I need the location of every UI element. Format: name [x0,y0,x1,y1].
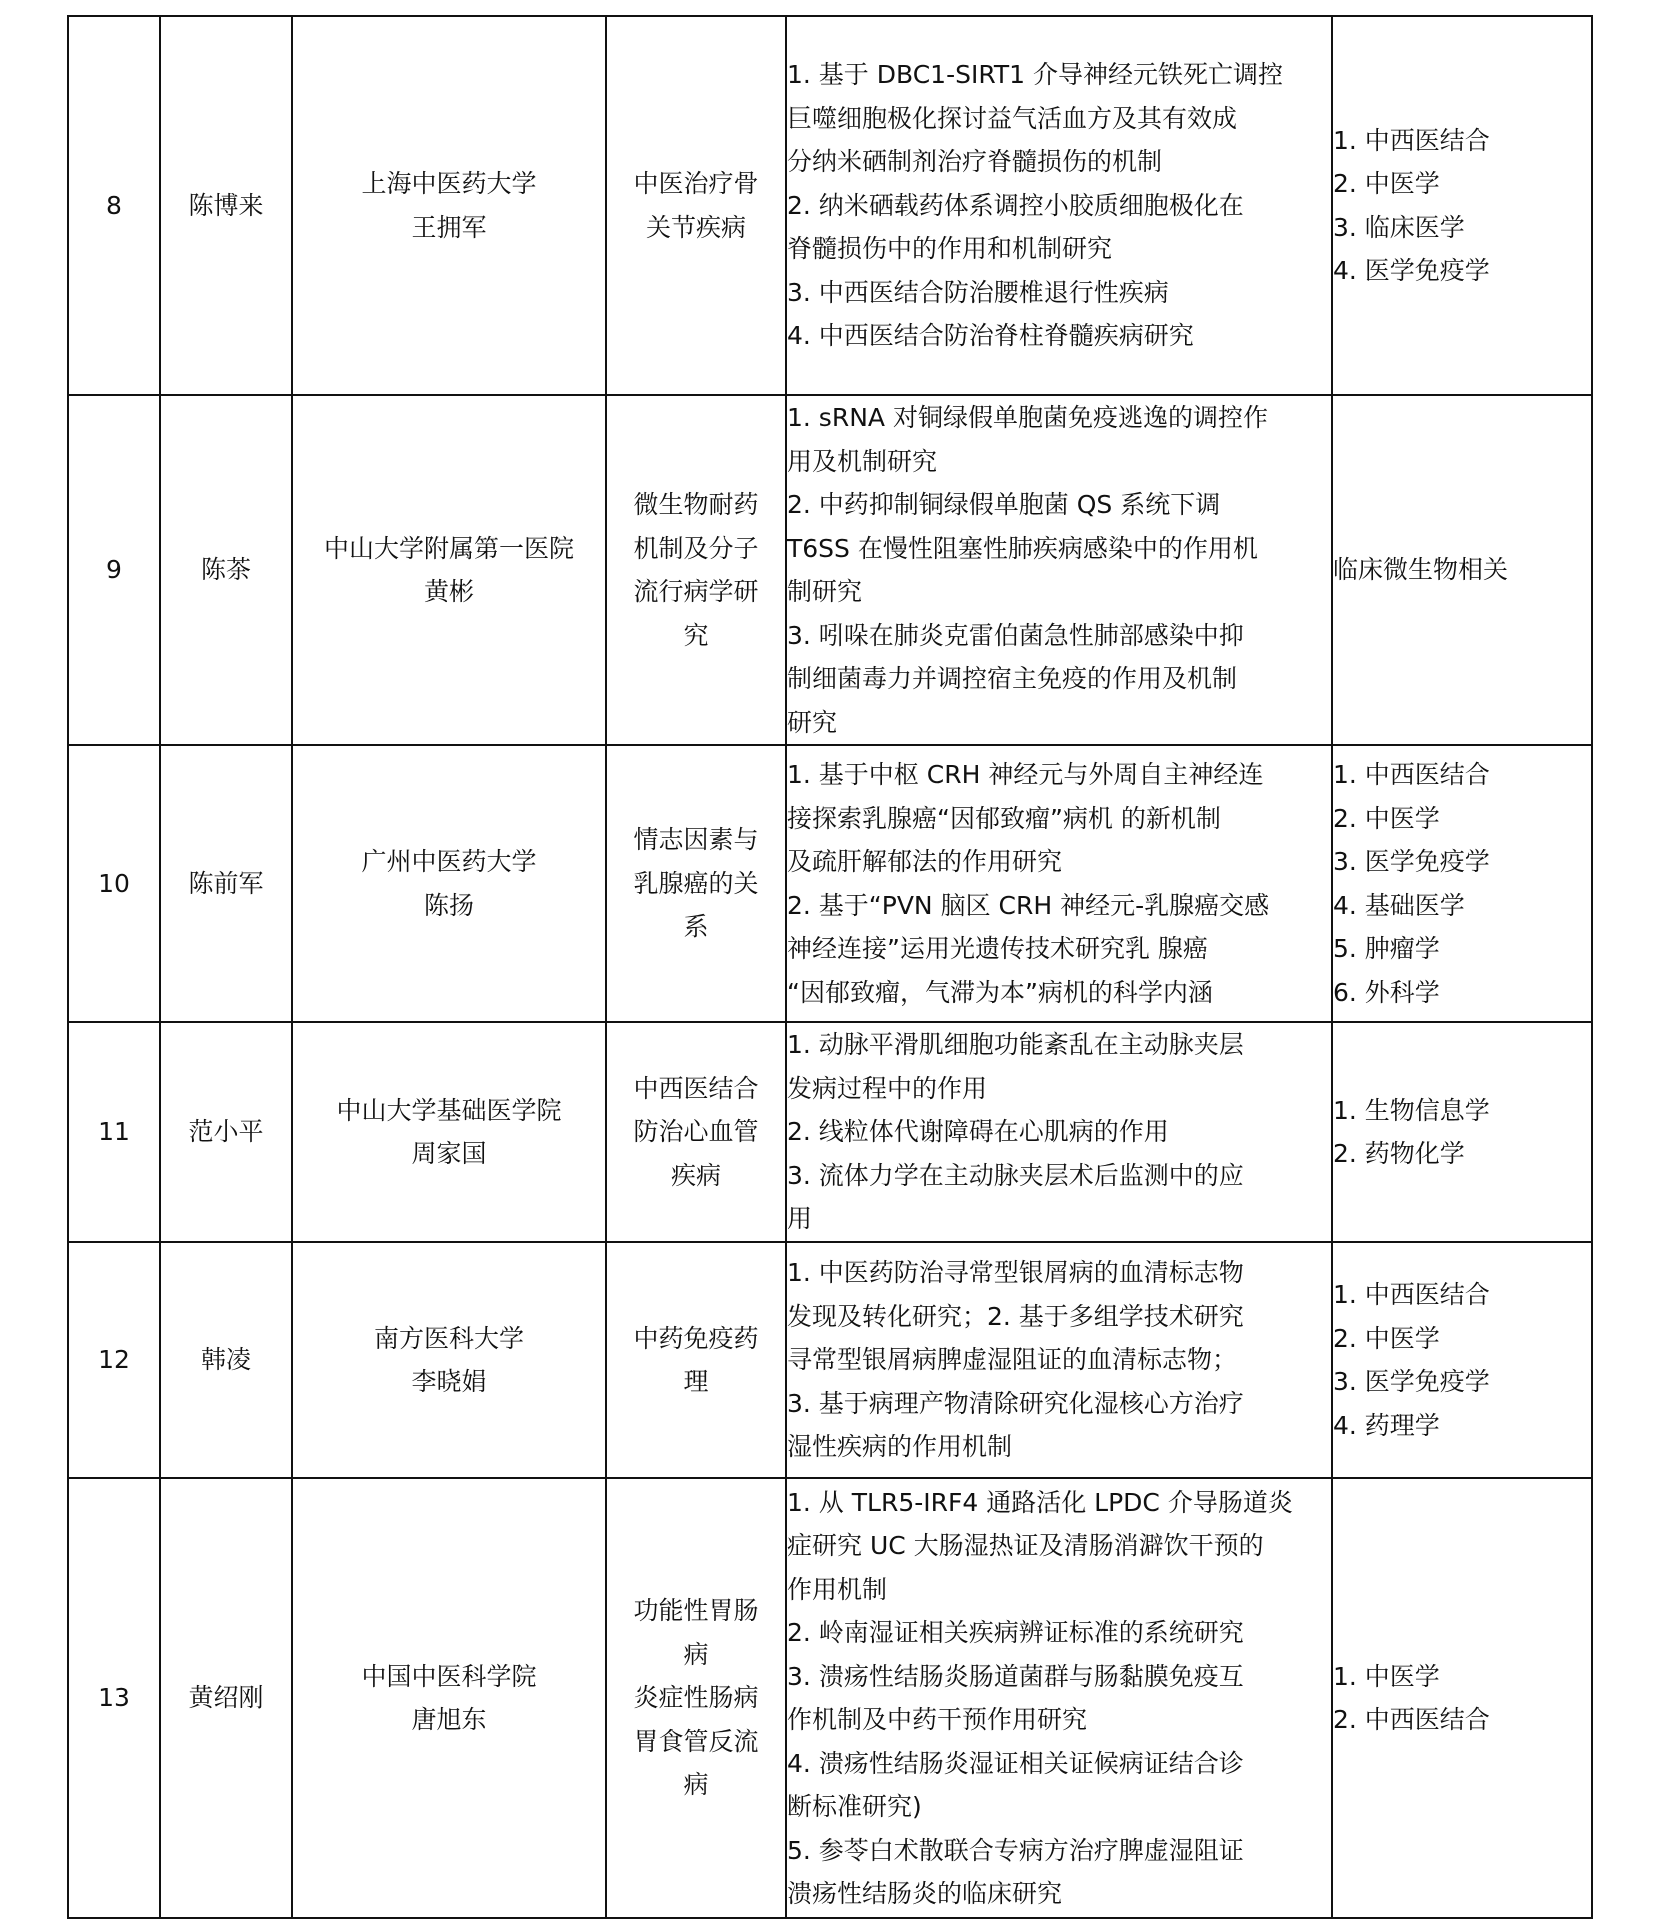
table-row [68,745,1592,1022]
advisor-name: 陈前军 [160,745,292,1022]
org-line: 广州中医药大学 [361,847,537,876]
direction-line: 病 [683,1639,709,1669]
row-number: 10 [68,745,160,1022]
project-line: T6SS 在慢性阻塞性肺疾病感染中的作用机 [787,533,1258,563]
direction-line: 胃食管反流 [633,1726,759,1756]
project-line: 制研究 [787,577,863,606]
project-line: 3. 溃疡性结肠炎肠道菌群与肠黏膜免疫互 [787,1661,1244,1691]
org-line: 陈扬 [423,890,474,920]
direction-line: 中西医结合 [633,1073,759,1103]
institution-cell [292,395,606,745]
discipline-item: 4. 基础医学 [1333,890,1465,920]
discipline-item: 1. 生物信息学 [1333,1095,1490,1125]
table-row [68,1022,1592,1242]
disciplines-cell [1332,1242,1592,1478]
discipline-item: 2. 中医学 [1333,803,1440,833]
project-line: 3. 中西医结合防治腰椎退行性疾病 [787,277,1169,307]
table-row [68,1242,1592,1478]
row-number: 8 [68,16,160,395]
org-line: 李晓娟 [411,1367,487,1396]
project-line: 4. 溃疡性结肠炎湿证相关证候病证结合诊 [787,1748,1244,1778]
institution-cell [292,1478,606,1918]
direction-line: 究 [683,620,709,650]
project-line: 2. 中药抑制铜绿假单胞菌 QS 系统下调 [787,490,1221,519]
advisor-name: 黄绍刚 [160,1478,292,1918]
org-line: 南方医科大学 [373,1323,524,1353]
project-line: 研究 [787,707,838,737]
org-line: 唐旭东 [411,1705,487,1734]
direction-line: 疾病 [670,1160,721,1190]
project-line: 用 [787,1204,813,1234]
project-line: 2. 纳米硒载药体系调控小胶质细胞极化在 [787,190,1244,220]
direction-line: 防治心血管 [633,1117,759,1147]
advisor-name: 陈博来 [160,16,292,395]
discipline-item: 3. 临床医学 [1333,212,1465,242]
table-row [68,16,1592,395]
discipline-item: 3. 医学免疫学 [1333,847,1490,876]
mentor-table [67,15,1593,1919]
discipline-item: 1. 中医学 [1333,1661,1440,1691]
discipline-item: 1. 中西医结合 [1333,760,1490,789]
discipline-item: 4. 医学免疫学 [1333,256,1490,285]
project-line: 作用机制 [787,1574,888,1604]
project-line: 断标准研究) [787,1792,922,1821]
org-line: 上海中医药大学 [361,169,537,198]
org-line: 王拥军 [411,212,487,242]
project-line: “因郁致瘤，气滞为本”病机的科学内涵 [787,977,1213,1007]
project-line: 1. 基于 DBC1-SIRT1 介导神经元铁死亡调控 [787,60,1284,90]
research-direction-cell [606,1242,786,1478]
project-line: 分纳米硒制剂治疗脊髓损伤的机制 [787,147,1163,177]
project-line: 症研究 UC 大肠湿热证及清肠消澼饮干预的 [787,1531,1264,1560]
project-line: 1. 基于中枢 CRH 神经元与外周自主神经连 [787,760,1264,789]
research-direction-cell [606,1022,786,1242]
project-line: 3. 基于病理产物清除研究化湿核心方治疗 [787,1388,1244,1418]
row-number: 13 [68,1478,160,1918]
research-direction-cell [606,745,786,1022]
disciplines-cell [1332,16,1592,395]
direction-line: 中医治疗骨 [633,169,759,198]
project-line: 神经连接”运用光遗传技术研究乳 腺癌 [787,934,1208,963]
project-line: 1. 动脉平滑肌细胞功能紊乱在主动脉夹层 [787,1030,1244,1060]
institution-cell [292,16,606,395]
direction-line: 情志因素与 [633,825,759,855]
direction-line: 理 [683,1367,709,1396]
project-line: 2. 线粒体代谢障碍在心肌病的作用 [787,1117,1169,1147]
advisor-name: 韩凌 [160,1242,292,1478]
table-body [68,16,1592,1918]
project-line: 制细菌毒力并调控宿主免疫的作用及机制 [787,664,1238,693]
advisor-name: 陈茶 [160,395,292,745]
project-line: 接探索乳腺癌“因郁致瘤”病机 的新机制 [787,803,1221,833]
projects-cell [786,16,1332,395]
project-line: 1. sRNA 对铜绿假单胞菌免疫逃逸的调控作 [787,403,1268,432]
disciplines-cell [1332,395,1592,745]
discipline-item: 5. 肿瘤学 [1333,934,1440,963]
discipline-item: 1. 中西医结合 [1333,125,1490,155]
table-row [68,395,1592,745]
row-number: 12 [68,1242,160,1478]
project-line: 1. 中医药防治寻常型银屑病的血清标志物 [787,1258,1244,1288]
discipline-item: 4. 药理学 [1333,1410,1440,1440]
direction-line: 炎症性肠病 [633,1683,759,1713]
discipline-item: 2. 中西医结合 [1333,1705,1490,1734]
projects-cell [786,745,1332,1022]
discipline-item: 1. 中西医结合 [1333,1280,1490,1309]
org-line: 中国中医科学院 [361,1661,537,1691]
project-line: 3. 吲哚在肺炎克雷伯菌急性肺部感染中抑 [787,620,1244,650]
project-line: 1. 从 TLR5-IRF4 通路活化 LPDC 介导肠道炎 [787,1487,1293,1517]
project-line: 2. 基于“PVN 脑区 CRH 神经元-乳腺癌交感 [787,890,1270,920]
project-line: 作机制及中药干预作用研究 [787,1705,1088,1734]
direction-line: 流行病学研 [633,577,759,606]
discipline-item: 2. 药物化学 [1333,1139,1465,1168]
institution-cell [292,745,606,1022]
disciplines-cell [1332,1478,1592,1918]
discipline-item: 2. 中医学 [1333,1323,1440,1353]
direction-line: 乳腺癌的关 [633,868,759,898]
projects-cell [786,1242,1332,1478]
research-direction-cell [606,16,786,395]
project-line: 3. 流体力学在主动脉夹层术后监测中的应 [787,1160,1244,1190]
discipline-item: 2. 中医学 [1333,169,1440,198]
org-line: 中山大学附属第一医院 [323,533,574,563]
research-direction-cell [606,395,786,745]
direction-line: 机制及分子 [633,533,759,563]
project-line: 溃疡性结肠炎的临床研究 [787,1879,1063,1908]
advisor-name: 范小平 [160,1022,292,1242]
project-line: 5. 参苓白术散联合专病方治疗脾虚湿阻证 [787,1835,1244,1865]
research-direction-cell [606,1478,786,1918]
project-line: 巨噬细胞极化探讨益气活血方及其有效成 [787,103,1238,133]
project-line: 发病过程中的作用 [787,1073,988,1103]
project-line: 4. 中西医结合防治脊柱脊髓疾病研究 [787,321,1194,351]
row-number: 9 [68,395,160,745]
org-line: 黄彬 [423,577,474,606]
direction-line: 关节疾病 [645,212,746,242]
direction-line: 中药免疫药 [633,1323,759,1353]
direction-line: 功能性胃肠 [633,1596,759,1626]
discipline-item: 3. 医学免疫学 [1333,1367,1490,1396]
direction-line: 系 [683,912,709,942]
project-line: 湿性疾病的作用机制 [787,1432,1013,1462]
project-line: 用及机制研究 [787,446,938,476]
discipline-item: 临床微生物相关 [1333,555,1509,585]
project-line: 脊髓损伤中的作用和机制研究 [787,234,1113,264]
org-line: 中山大学基础医学院 [336,1095,562,1125]
project-line: 2. 岭南湿证相关疾病辨证标准的系统研究 [787,1618,1244,1647]
projects-cell [786,395,1332,745]
discipline-item: 6. 外科学 [1333,977,1440,1007]
project-line: 寻常型银屑病脾虚湿阻证的血清标志物； [787,1345,1238,1375]
direction-line: 病 [683,1770,709,1800]
project-line: 发现及转化研究；2. 基于多组学技术研究 [787,1301,1244,1331]
table-row [68,1478,1592,1918]
projects-cell [786,1022,1332,1242]
disciplines-cell [1332,1022,1592,1242]
project-line: 及疏肝解郁法的作用研究 [787,847,1063,876]
org-line: 周家国 [411,1139,487,1168]
projects-cell [786,1478,1332,1918]
direction-line: 微生物耐药 [633,490,759,519]
row-number: 11 [68,1022,160,1242]
institution-cell [292,1022,606,1242]
disciplines-cell [1332,745,1592,1022]
institution-cell [292,1242,606,1478]
